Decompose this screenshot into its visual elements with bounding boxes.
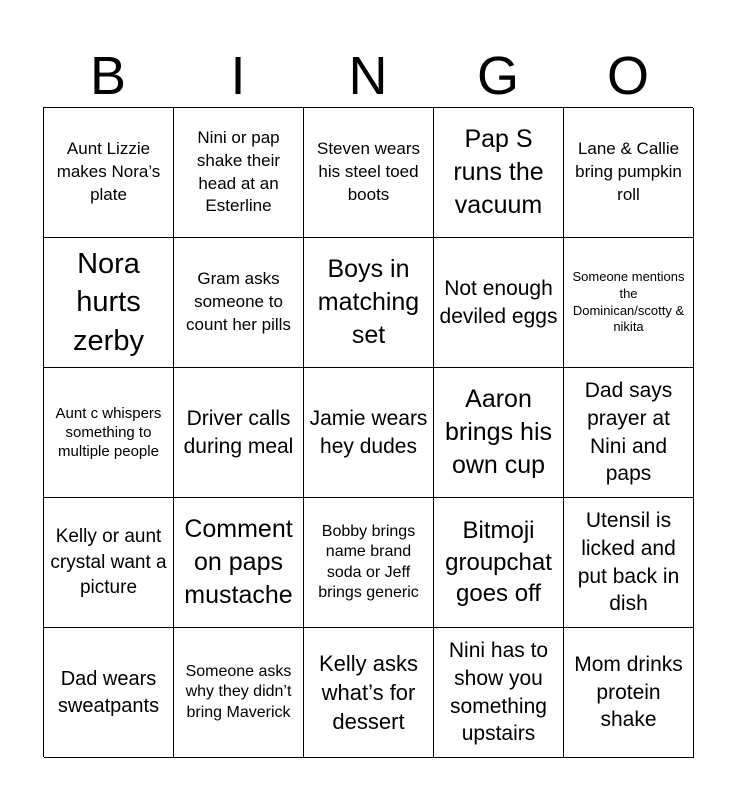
cell-text: Gram asks someone to count her pills	[186, 269, 291, 334]
cell-text: Boys in matching set	[317, 255, 420, 349]
bingo-cell[interactable]	[174, 238, 304, 368]
bingo-cell[interactable]	[44, 368, 174, 498]
header-letter-b: B	[89, 46, 127, 106]
bingo-cell[interactable]	[304, 368, 434, 498]
bingo-cell[interactable]	[434, 238, 564, 368]
cell-text: Dad says prayer at Nini and paps	[584, 378, 673, 486]
bingo-cell[interactable]	[304, 628, 434, 758]
bingo-cell[interactable]	[434, 498, 564, 628]
cell-text: Kelly or aunt crystal want a picture	[50, 526, 167, 599]
bingo-cell[interactable]	[44, 108, 174, 238]
bingo-cell[interactable]	[434, 628, 564, 758]
cell-text: Someone mentions the Dominican/scotty & nikita	[572, 269, 685, 335]
bingo-cell[interactable]	[44, 498, 174, 628]
header-letter-i: I	[230, 46, 246, 106]
bingo-cell[interactable]	[304, 498, 434, 628]
bingo-cell[interactable]	[174, 368, 304, 498]
cell-text: Kelly asks what’s for dessert	[318, 650, 419, 735]
cell-text: Aaron brings his own cup	[445, 385, 552, 479]
bingo-cell[interactable]	[44, 238, 174, 368]
bingo-cell[interactable]	[564, 498, 694, 628]
cell-text: Dad wears sweatpants	[57, 667, 160, 717]
bingo-cell[interactable]	[434, 108, 564, 238]
bingo-cell[interactable]	[564, 368, 694, 498]
bingo-cell[interactable]	[304, 238, 434, 368]
bingo-cell[interactable]	[304, 108, 434, 238]
cell-text: Pap S runs the vacuum	[453, 125, 544, 219]
bingo-cell[interactable]	[564, 108, 694, 238]
cell-text: Utensil is licked and put back in dish	[577, 508, 680, 616]
header-letter-n: N	[348, 46, 388, 106]
bingo-cell[interactable]	[564, 628, 694, 758]
cell-text: Mom drinks protein shake	[574, 652, 683, 732]
bingo-cell[interactable]	[174, 498, 304, 628]
cell-text: Aunt Lizzie makes Nora’s plate	[56, 139, 161, 204]
cell-text: Aunt c whispers something to multiple people	[55, 404, 162, 461]
bingo-cell[interactable]	[174, 108, 304, 238]
header-letter-o: O	[606, 46, 649, 106]
header-letter-g: G	[476, 46, 519, 106]
cell-text: Lane & Callie bring pumpkin roll	[575, 139, 682, 204]
bingo-cell[interactable]	[434, 368, 564, 498]
cell-text: Steven wears his steel toed boots	[317, 139, 420, 204]
bingo-cell[interactable]	[174, 628, 304, 758]
cell-text: Driver calls during meal	[183, 406, 294, 458]
bingo-board	[43, 107, 693, 757]
cell-text: Bobby brings name brand soda or Jeff brings generic	[318, 522, 419, 601]
cell-text: Not enough deviled eggs	[439, 276, 558, 328]
cell-text: Nini or pap shake their head at an Esterline	[196, 127, 281, 216]
bingo-header	[43, 44, 693, 108]
cell-text: Nora hurts zerby	[73, 247, 144, 357]
cell-text: Jamie wears hey dudes	[309, 406, 428, 458]
cell-text: Nini has to show you something upstairs	[448, 638, 549, 746]
cell-text: Someone asks why they didn’t bring Maverick	[185, 662, 292, 721]
bingo-cell[interactable]	[44, 628, 174, 758]
bingo-cell[interactable]	[564, 238, 694, 368]
cell-text: Comment on paps mustache	[184, 515, 293, 609]
cell-text: Bitmoji groupchat goes off	[445, 516, 552, 608]
